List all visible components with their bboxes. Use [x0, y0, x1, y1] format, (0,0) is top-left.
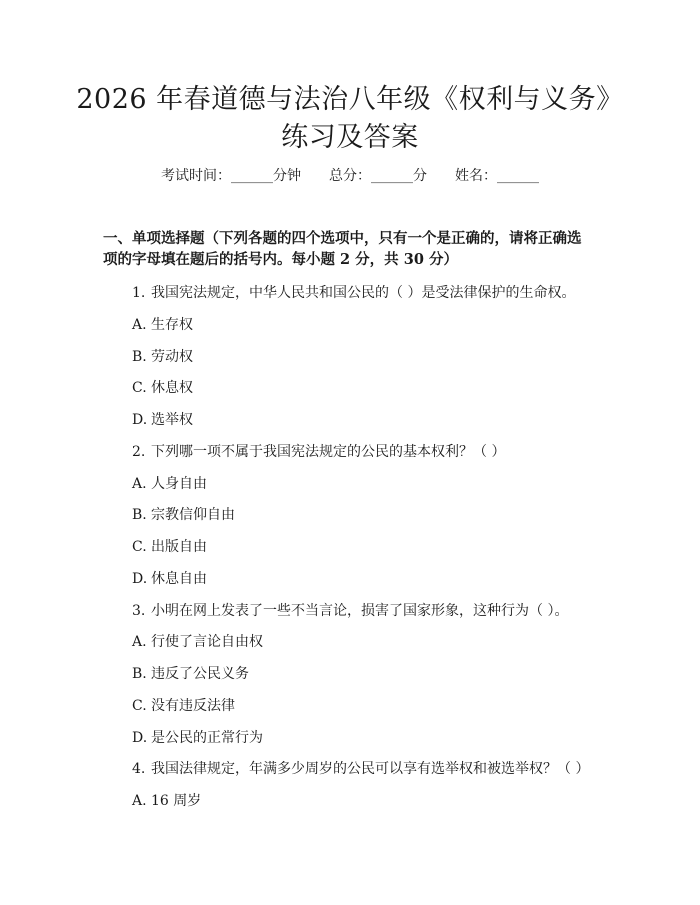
name-field: 姓名：______: [455, 168, 539, 184]
option-letter: C.: [132, 380, 147, 397]
option-letter: A.: [132, 475, 147, 492]
option-text: 休息权: [151, 380, 193, 397]
answer-option: [132, 315, 193, 335]
answer-option: [132, 474, 207, 494]
answer-option: [132, 569, 207, 589]
question-number: 1.: [132, 285, 146, 301]
answer-option: [132, 791, 201, 811]
section-heading: 一、单项选择题（下列各题的四个选项中，只有一个是正确的，请将正确选项的字母填在题后的括号内。每小题 2 分，共 30 分）: [103, 230, 582, 268]
option-text: 休息自由: [151, 570, 207, 587]
option-text: 16 周岁: [151, 793, 202, 809]
option-text: 是公民的正常行为: [151, 729, 263, 746]
option-letter: D.: [132, 570, 148, 587]
answer-option: [132, 505, 235, 525]
total-score-field: 总分：______分: [329, 168, 427, 184]
exam-info-line: [0, 164, 700, 188]
answer-option: [132, 537, 207, 557]
option-letter: B.: [132, 507, 147, 524]
option-letter: D.: [132, 729, 148, 746]
option-letter: A.: [132, 793, 147, 809]
question-number: 2.: [132, 443, 146, 460]
option-letter: A.: [132, 634, 147, 651]
question-stem: [132, 283, 575, 303]
option-text: 选举权: [151, 412, 193, 428]
option-text: 人身自由: [151, 475, 207, 492]
option-text: 没有违反法律: [151, 697, 235, 714]
answer-option: [132, 664, 249, 684]
document-title-line-1: 2026 年春道德与法治八年级《权利与义务》: [76, 84, 624, 115]
option-text: 违反了公民义务: [151, 666, 249, 682]
option-letter: C.: [132, 697, 147, 714]
question-text: 下列哪一项不属于我国宪法规定的公民的基本权利？（ ）: [151, 443, 506, 460]
option-text: 劳动权: [151, 348, 193, 365]
option-letter: B.: [132, 666, 147, 682]
question-number: 3.: [132, 602, 146, 619]
exam-time-field: 考试时间：______分钟: [161, 168, 301, 184]
question-text: 我国宪法规定，中华人民共和国公民的（ ）是受法律保护的生命权。: [151, 285, 576, 301]
option-letter: C.: [132, 539, 147, 555]
option-letter: D.: [132, 412, 148, 428]
question-number: 4.: [132, 761, 146, 778]
answer-option: [132, 632, 263, 652]
answer-option: [132, 696, 235, 716]
document-title-line-2: 练习及答案: [281, 122, 419, 153]
option-text: 行使了言论自由权: [151, 634, 263, 651]
answer-option: [132, 410, 193, 430]
question-stem: [132, 601, 568, 621]
option-text: 生存权: [151, 316, 193, 333]
option-text: 宗教信仰自由: [151, 507, 235, 524]
question-stem: [132, 759, 589, 779]
question-text: 小明在网上发表了一些不当言论，损害了国家形象，这种行为（ ）。: [151, 602, 569, 619]
answer-option: [132, 347, 193, 367]
option-text: 出版自由: [151, 539, 207, 555]
question-text: 我国法律规定，年满多少周岁的公民可以享有选举权和被选举权？（ ）: [151, 761, 590, 778]
answer-option: [132, 728, 263, 748]
option-letter: B.: [132, 348, 147, 365]
option-letter: A.: [132, 316, 147, 333]
question-stem: [132, 442, 505, 462]
answer-option: [132, 378, 193, 398]
